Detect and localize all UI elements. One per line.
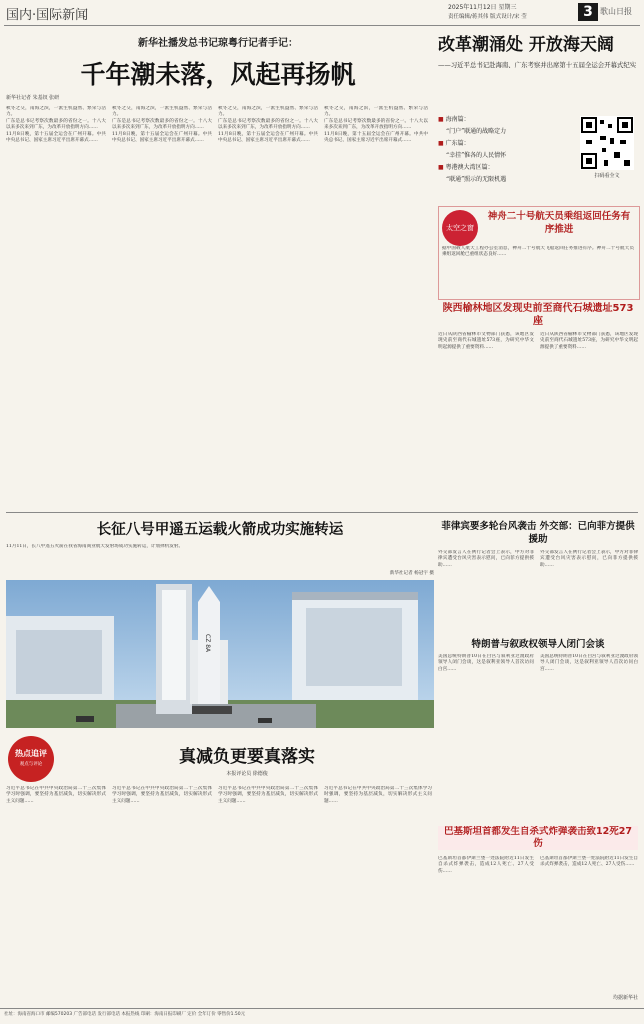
commentary-headline: 真减负更要真落实	[179, 747, 315, 767]
yulin-headline: 陕西榆林地区发现史前至商代石城遗址573座	[442, 303, 634, 327]
sidebar-item[interactable]: “门户”联通的战略定力	[446, 128, 507, 135]
lead-byline: 新华社记者 朱基钗 张研	[6, 95, 60, 101]
brand-logo: 歌山日报	[600, 7, 632, 16]
editor-credit: 责任编辑/蒋其伟 版式设计/宋 莹	[448, 14, 527, 20]
commentary-body-col2: 习近平总书记在中共中央政治局第二十三次集体学习时强调，要坚持为基层减负，切实解决形式主义问题……	[112, 786, 212, 804]
commentary-tag-sub: 观点与评论	[19, 762, 43, 767]
rocket-label: CZ 8A	[204, 634, 211, 653]
qr-caption: 扫码看全文	[594, 173, 620, 179]
bajiqiao-body-col2: 巴基斯坦首都伊斯兰堡一处法院附近11日发生自杀式炸弹袭击，造成12人死亡、27人受伤……	[540, 856, 638, 868]
philippines-body-col2: 外交部发言人在例行记者会上表示，中方对菲律宾遭受台风灾害表示慰问，已向菲方提供援助……	[540, 550, 638, 568]
commentary-tag-title: 热点追评	[15, 748, 47, 758]
commentary-tag	[8, 736, 54, 782]
commentary-body-col4: 习近平总书记在中共中央政治局第二十三次集体学习时强调，要坚持为基层减负，切实解决形式主义问题……	[324, 786, 432, 804]
trump-body-col2: 美国总统特朗普10日在白宫与叙利亚过渡政府领导人闭门会谈，这是叙利亚领导人首次访问白宫……	[540, 654, 638, 672]
commentary-body-col1: 习近平总书记在中共中央政治局第二十三次集体学习时强调，要坚持为基层减负，切实解决形式主义问题……	[6, 786, 106, 804]
header-divider	[4, 25, 640, 26]
philippines-body-col1: 外交部发言人在例行记者会上表示，中方对菲律宾遭受台风灾害表示慰问，已向菲方提供援助……	[438, 550, 534, 568]
sidebar-item[interactable]: “幸挂”惟各的人民情怀	[446, 152, 507, 159]
yulin-body-col2: 近日从陕西省榆林市文物部门获悉，该地区发现史前至商代石城遗址573座，为研究中华文明起源提供了重要资料……	[540, 332, 638, 350]
lead-kicker: 新华社播发总书记琼粤行记者手记：	[138, 38, 298, 49]
bajiqiao-body-col1: 巴基斯坦首都伊斯兰堡一处法院附近11日发生自杀式炸弹袭击，造成12人死亡、27人受伤……	[438, 856, 534, 874]
trump-body-col1: 美国总统特朗普10日在白宫与叙利亚过渡政府领导人闭门会谈，这是叙利亚领导人首次访问白宫……	[438, 654, 534, 672]
lead-body-col4: 秋冬之交，南海之滨，一派生机盎然、繁荣与活力。 广东是总书记考察次数最多的省份之一。十八大以来多次来到广东，为改革开放指明方向…… 11月8日晚，第十五届全运会在广州开幕。中共中央总书记、国家主席习近平出席开幕式……	[324, 106, 428, 144]
lead-body-col2: 秋冬之交，南海之滨，一派生机盎然、繁荣与活力。 广东是总书记考察次数最多的省份之一。十八大以来多次来到广东，为改革开放指明方向…… 11月8日晚，第十五届全运会在广州开幕。中共中央总书记、国家主席习近平出席开幕式……	[112, 106, 212, 144]
space-body: 据中国载人航天工程办公室消息，神舟二十号航天飞船返回任务推进有序。神舟二十号航天员乘组返回舱已重组状态良好……	[442, 246, 634, 258]
lead-headline: 千年潮未落，风起再扬帆	[80, 60, 356, 89]
footer-divider	[0, 1008, 644, 1009]
section-title: 国内·国际新闻	[6, 8, 89, 23]
rocket-headline: 长征八号甲遥五运载火箭成功实施转运	[96, 522, 344, 538]
commentary-byline: 本报评论员 徐德俊	[226, 771, 268, 777]
sidebar-item[interactable]: “联通”照示的无限机遇	[446, 176, 507, 183]
sidebar-subhead: ——习近平总书记赴海南、广东考察并出席第十五届全运会开幕式纪实	[438, 61, 637, 69]
rocket-caption: 11月11日，长八甲遥五火箭在我省海南商业航天发射场成功实施转运，计划择机发射。	[6, 544, 184, 549]
sidebar-headline: 改革潮涌处 开放海天阔	[438, 35, 614, 55]
sidebar-item[interactable]: ■ 广东篇：	[438, 140, 470, 147]
sidebar-list	[438, 114, 568, 200]
qr-code[interactable]	[580, 116, 634, 170]
commentary-body-col3: 习近平总书记在中共中央政治局第二十三次集体学习时强调，要坚持为基层减负，切实解决形式主义问题……	[218, 786, 318, 804]
lead-story-header	[6, 34, 430, 98]
philippines-headline: 菲律宾要多轮台风袭击 外交部：已向菲方提供援助	[441, 521, 635, 545]
page-number: 3	[578, 3, 598, 21]
sidebar-item[interactable]: ■ 海南篇：	[438, 116, 470, 123]
sidebar-headline-block	[438, 30, 638, 112]
footer-text: 社址：海南省海口市 邮编570203 广告部电话 发行部电话 本报热线 印刷：海南日报印刷厂 定价 全年订价 零售价1.50元	[4, 1012, 246, 1017]
space-headline: 神舟二十号航天员乘组返回任务有序推进	[487, 211, 631, 235]
yulin-body-col1: 近日从陕西省榆林市文物部门获悉，该地区发现史前至商代石城遗址573座，为研究中华文明起源提供了重要资料……	[438, 332, 534, 350]
sidebar-item[interactable]: ■ 粤港澳大湾区篇：	[438, 164, 494, 171]
lead-body-col1: 秋冬之交，南海之滨，一派生机盎然、繁荣与活力。 广东是总书记考察次数最多的省份之一。十八大以来多次来到广东，为改革开放指明方向…… 11月8日晚，第十五届全运会在广州开幕。中共中央总书记、国家主席习近平出席开幕式……	[6, 106, 106, 144]
lead-body-col3: 秋冬之交，南海之滨，一派生机盎然、繁荣与活力。 广东是总书记考察次数最多的省份之一。十八大以来多次来到广东，为改革开放指明方向…… 11月8日晚，第十五届全运会在广州开幕。中共中央总书记、国家主席习近平出席开幕式……	[218, 106, 318, 144]
space-tag: 太空之窗	[442, 210, 478, 246]
rocket-credit: 新华社记者 杨冠宇 摄	[389, 571, 434, 576]
issue-date: 2025年11月12日 星期三	[448, 4, 517, 11]
bajiqiao-headline: 巴基斯坦首都发生自杀式炸弹袭击致12死27伤	[444, 826, 632, 849]
mid-divider	[6, 512, 638, 513]
rocket-photo	[6, 580, 434, 728]
bajiqiao-credit: 均据新华社	[612, 995, 638, 1001]
trump-headline: 特朗普与叙政权领导人闭门会谈	[471, 639, 605, 650]
page-header	[0, 0, 644, 26]
